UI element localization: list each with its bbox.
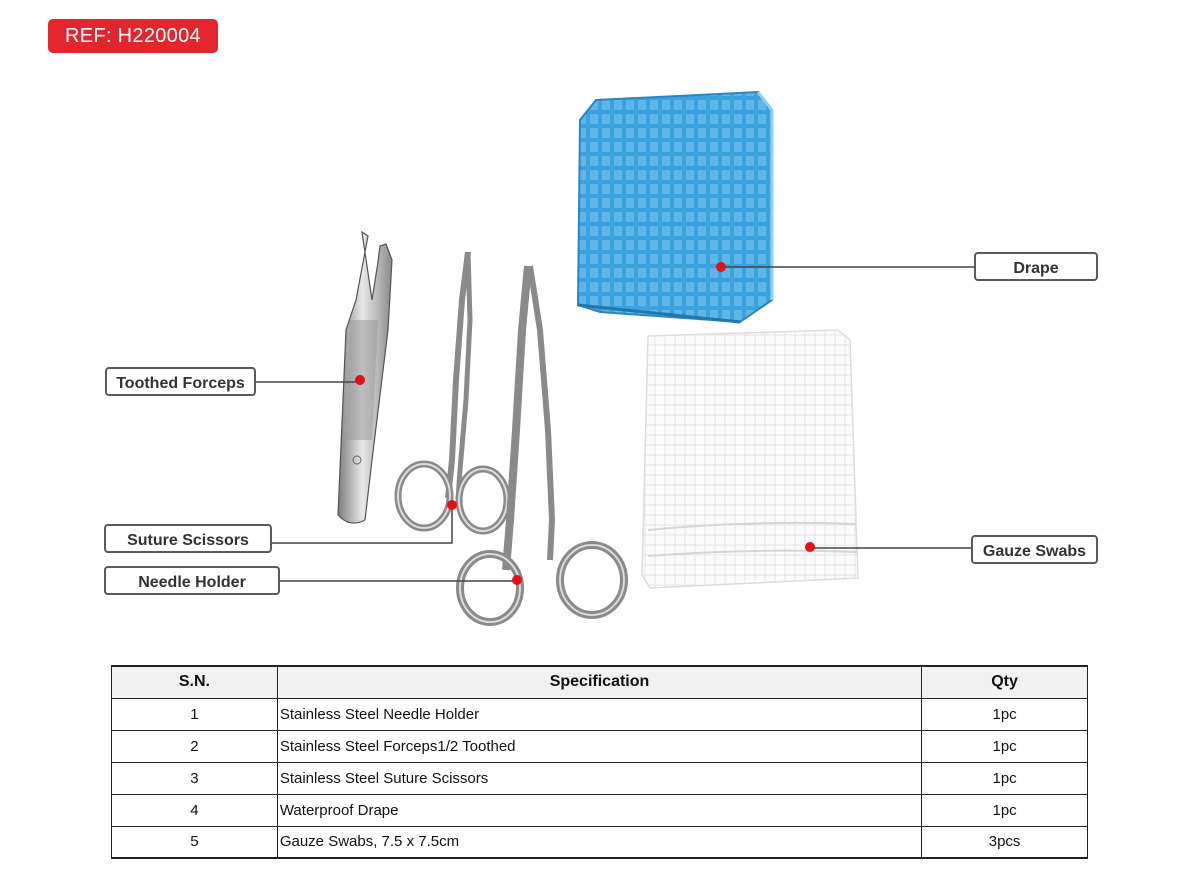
ref-badge: REF: H220004 [48, 19, 218, 53]
table-row [112, 794, 1088, 826]
gauze-swabs-image [642, 330, 858, 588]
header-sn: S.N. [112, 666, 278, 698]
cell-specification: Waterproof Drape [277, 794, 921, 826]
drape-image [578, 92, 772, 322]
cell-sn: 4 [112, 794, 278, 826]
cell-specification: Gauze Swabs, 7.5 x 7.5cm [277, 826, 921, 858]
cell-qty: 1pc [922, 698, 1088, 730]
drape-marker [716, 262, 726, 272]
cell-qty: 1pc [922, 794, 1088, 826]
cell-qty: 1pc [922, 762, 1088, 794]
cell-sn: 1 [112, 698, 278, 730]
header-specification: Specification [277, 666, 921, 698]
gauze-swabs-callout: Gauze Swabs [971, 535, 1098, 564]
needle-holder-callout: Needle Holder [104, 566, 280, 595]
table-row [112, 698, 1088, 730]
cell-sn: 2 [112, 730, 278, 762]
table-row [112, 762, 1088, 794]
toothed-forceps-callout: Toothed Forceps [105, 367, 256, 396]
gauze-swabs-marker [805, 542, 815, 552]
table-header-row [112, 666, 1088, 698]
cell-qty: 1pc [922, 730, 1088, 762]
toothed-forceps-marker [355, 375, 365, 385]
cell-sn: 3 [112, 762, 278, 794]
specification-table [111, 665, 1088, 859]
suture-scissors-callout: Suture Scissors [104, 524, 272, 553]
drape-callout: Drape [974, 252, 1098, 281]
cell-specification: Stainless Steel Suture Scissors [277, 762, 921, 794]
cell-sn: 5 [112, 826, 278, 858]
table-row [112, 826, 1088, 858]
suture-scissors-marker [447, 500, 457, 510]
cell-specification: Stainless Steel Needle Holder [277, 698, 921, 730]
header-qty: Qty [922, 666, 1088, 698]
toothed-forceps-image [338, 232, 392, 523]
suture-scissors-image [398, 252, 507, 531]
table-row [112, 730, 1088, 762]
cell-specification: Stainless Steel Forceps1/2 Toothed [277, 730, 921, 762]
needle-holder-image [460, 266, 624, 622]
cell-qty: 3pcs [922, 826, 1088, 858]
needle-holder-marker [512, 575, 522, 585]
